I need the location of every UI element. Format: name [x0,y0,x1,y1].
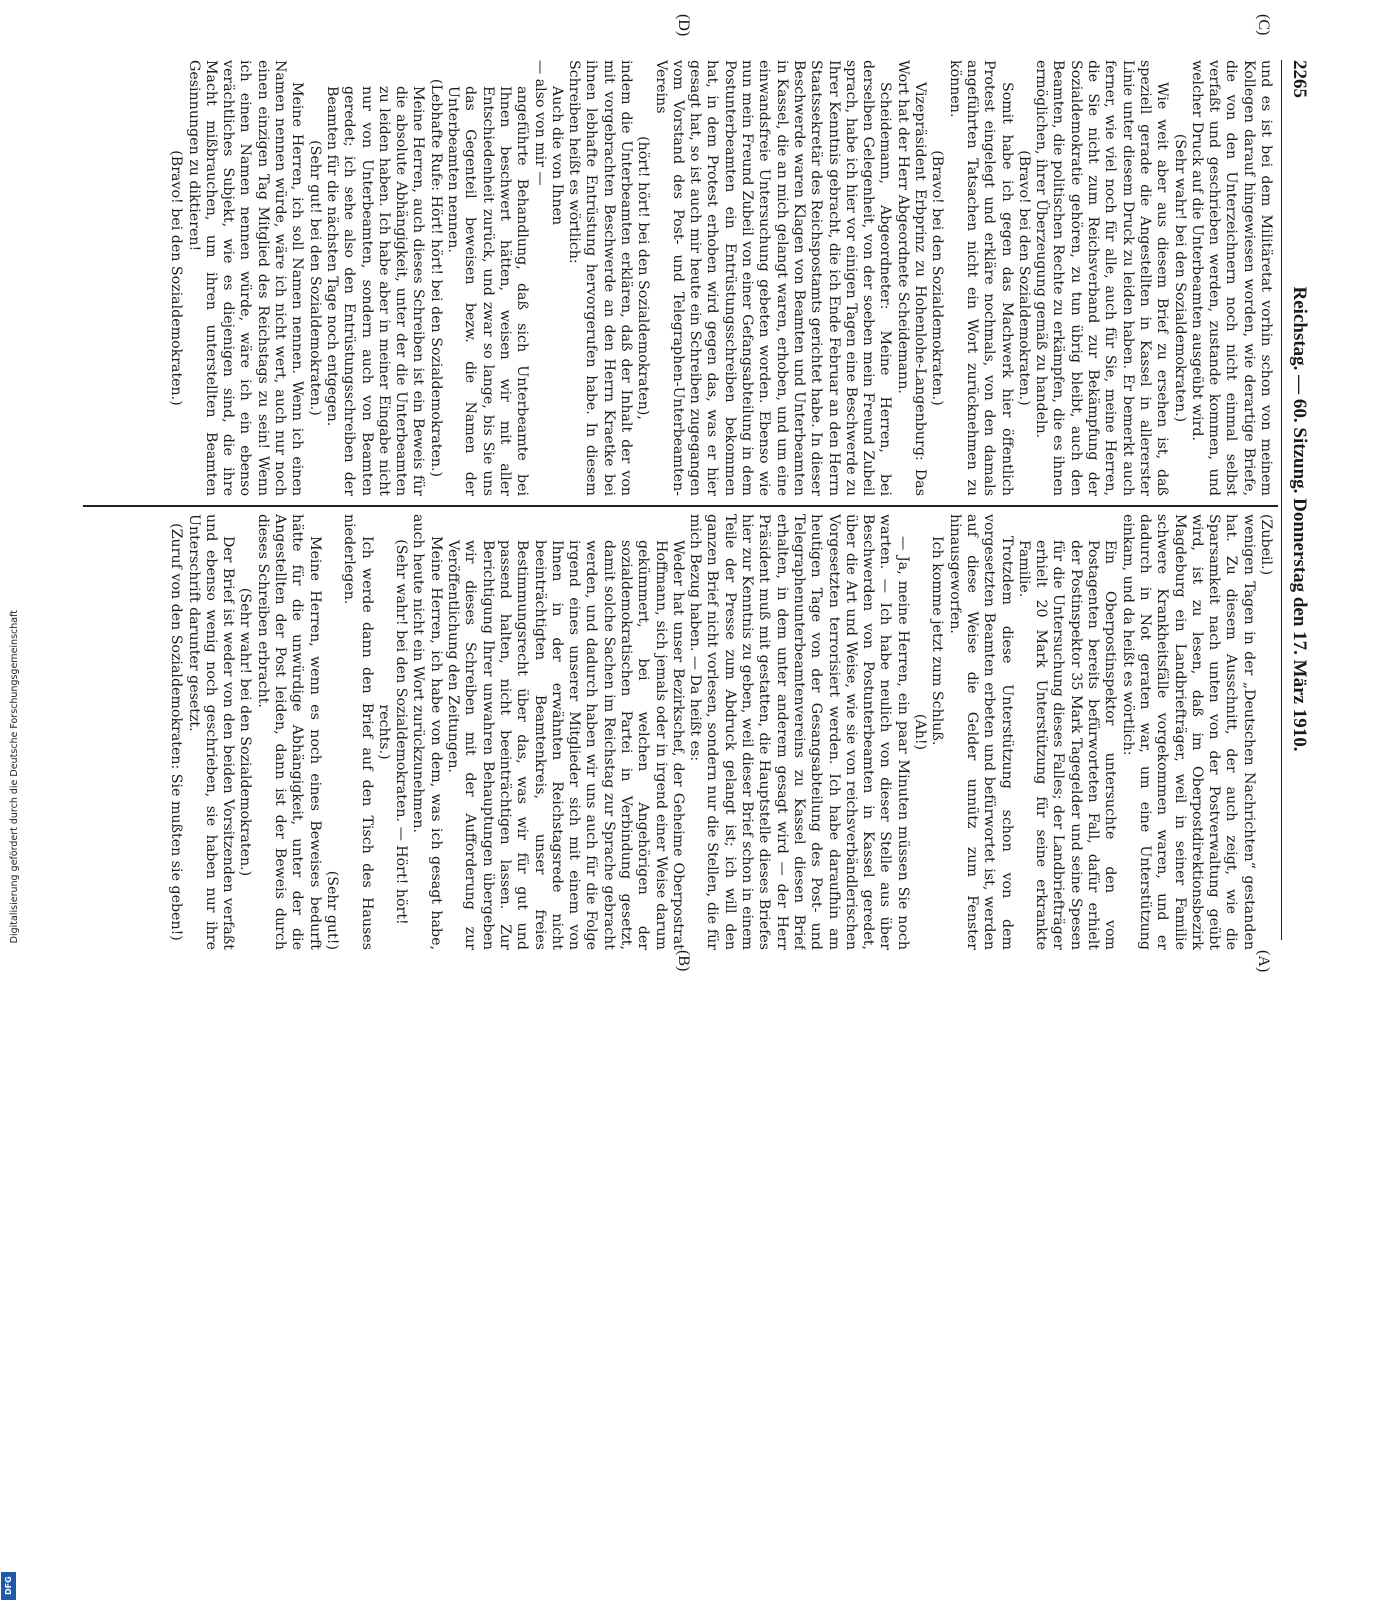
paragraph: (Sehr gut!) [323,870,340,950]
paragraph: (Zubeil.) [1258,514,1274,576]
paragraph: Ich komme jetzt zum Schluß. [929,536,946,746]
margin-mark-a: (A) [1255,950,1272,973]
paragraph: — Ja, meine Herren, ein paar Minuten müssen Sie noch warten. — Ich habe neulich von dieser Stelle aus über Beschwerden von Postunterbeamten in Kassel geredet, über die Art und Weise, wie sie von reichsverbändlerischen Vorgesetzten terrorisiert werden. Ich habe daraufhin am heutigen Tage von der Gesangsabteilung des Post- und Telegraphenunterbeamtenvereins zu Kassel diesen Brief erhalten, in dem unter anderem gesagt wird — der Herr Präsident muß mit gestatten, die Hauptstelle dieses Briefes hier zur Kenntnis zu geben, weil dieser Brief schon in einem Teile der Presse zum Abdruck gelangt ist; ich will den ganzen Brief nicht vorlesen, sondern nur die Stellen, die für mich Bezug haben. — Da heißt es: [687,514,911,950]
paragraph: (Bravo! bei den Sozialdemokraten.) [1015,150,1032,406]
margin-mark-b: (B) [675,950,692,972]
paragraph: Meine Herren, wenn es noch eines Beweises bedurft hätte für die unwürdige Abhängigkeit, unter der die Angestellten der Post leiden, dann ist der Beweis durch dieses Schreiben erbracht. [254,514,323,950]
dfg-logo: DFG [1,1572,16,1600]
paragraph: (Bravo! bei den Sozialdemokraten.) [929,150,946,406]
text-column-left [94,60,1274,496]
paragraph: (Lebhafte Rufe: Hört! hört! bei den Sozialdemokraten.) [427,78,444,478]
column-divider [83,505,1278,507]
paragraph: (Sehr wahr! bei den Sozialdemokraten. — Hört! hört! rechts.) [375,539,410,925]
paragraph: wenigen Tagen in der „Deutschen Nachrichten“ gestanden hat. Zu diesem Ausschnitt, der auch zeigt, wie die Sparsamkeit nach unten von der Postverwaltung geübt wird, ist zu lesen, daß im Oberpostdirektionsbezirk Magdeburg ein Landbriefträger, weil in seiner Familie schwere Krankheitsfälle vorgekommen waren, und er dadurch in Not geraten war, um eine Unterstützung einkam, und da heißt es wörtlich: [1119,514,1257,950]
paragraph: Trotzdem diese Unterstützung schon von dem vorgesetzten Beamten erbeten und befürwortet ist, werden auf diese Weise die Gelder unnütz zum Fenster hinausgeworfen. [946,514,1015,950]
paragraph: (Sehr wahr! bei den Sozialdemokraten.) [237,587,254,877]
margin-mark-c: (C) [1255,14,1272,36]
paragraph: (hört! hört! bei den Sozialdemokraten), [635,136,652,420]
paragraph: und es ist bei dem Militäretat vorhin schon von meinem Kollegen darauf hingewiesen worden, wie derartige Briefe, die von den Unterzeichnern noch nicht einmal selbst verfaßt und geschrieben werden, zustande kommen, und welcher Druck auf die Unterbeamten ausgeübt wird. [1188,60,1274,496]
paragraph: Ein Oberpostinspektor untersuchte den vom Postagenten bereits befürworteten Fall, dafür erhielt der Postinspektor 35 Mark Tagegelder und seine Spesen für die Untersuchung dieses Falles; der Landbriefträger erhielt 20 Mark Unterstützung für seine erkrankte Familie. [1015,540,1119,950]
margin-mark-d: (D) [675,14,692,37]
page-header [1281,60,1316,940]
paragraph: — also von mir — [531,60,548,186]
paragraph: (Bravo! bei den Sozialdemokraten.) [168,150,185,406]
paragraph: Scheidemann, Abgeordneter: Meine Herren, bei derselben Gelegenheit, von der soeben mein Freund Zubeil sprach, habe ich hier vor einigen Tagen eine Beschwerde zu Ihrer Kenntnis gebracht, die ich Ende Februar an den Herrn Staatssekretär des Reichspostamts gerichtet habe. In dieser Beschwerde waren Klagen von Beamten und Unterbeamten in Kassel, die an mich gelangt waren, erhoben, und um eine einwandsfreie Untersuchung gebeten worden. Ebenso wie nun mein Freund Zubeil von einer Gefangsabteilung in dem Postunterbeamten ein Entrüstungsschreiben bekommen hat, in dem Protest erhoben wird gegen das, was er hier gesagt hat, so ist auch mir heute ein Schreiben zugegangen vom Vorstand des Post- und Telegraphen-Unterbeamten-Vereins [652,60,894,496]
paragraph: Auch die von Ihnen [548,86,565,226]
paragraph: Der Brief ist weder von den beiden Vorsitzenden verfaßt und ebenso wenig noch geschrieben, sie haben nur ihre Unterschrift darunter gesetzt. [185,514,237,950]
paragraph: Somit habe ich gegen das Machwerk hier öffentlich Protest eingelegt und erkläre nochmals, von den damals angeführten Tatsachen nicht ein Wort zurücknehmen zu können. [946,60,1015,496]
paragraph: Weder hat unser Bezirkschef, der Geheime Oberpostrat Hoffmann, sich jemals oder in irgend einer Weise darum gekümmert, bei welchen Angehörigen der sozialdemokratischen Partei in Verbindung gesetzt, damit solche Sachen im Reichstag zur Sprache gebracht werden, und dadurch haben wir uns auch für die Folge irgend eines unserer Mitglieder sich mit einem von Ihnen in der erwähnten Reichstagsrede nicht beeinträchtigten Beamtenkreis, unser freies Bestimmungsrecht über das, was wir für gut und passend halten, nicht beeinträchtigen lassen. Zur Berichtigung Ihrer unwahren Behauptungen übergeben wir dieses Schreiben mit der Aufforderung zur Veröffentlichung den Zeitungen. [445,540,686,950]
text-column-right [94,514,1274,950]
paragraph: (Zuruf von den Sozialdemokraten: Sie mußten sie geben!) [168,523,185,941]
page-number: 2265 [1289,60,1310,98]
paragraph: Vizepräsident Erbprinz zu Hohenlohe-Langenburg: Das Wort hat der Herr Abgeordnete Scheidemann. [894,60,929,496]
paragraph: indem die Unterbeamten erklären, daß der Inhalt der von mit vorgebrachten Beschwerde an den Herrn Kraetke bei ihnen lebhafte Entrüstung hervorgerufen habe. In diesem Schreiben heißt es wörtlich: [566,60,635,496]
paragraph: Wie weit aber aus diesem Brief zu ersehen ist, daß speziell gerade die Angestellten in Kassel in allererster Linie unter diesem Druck zu leiden haben. Er bemerkt auch ferner, wie viel noch für alle, auch für Sie, meine Herren, die Sie nicht zum Reichsverband zur Bekämpfung der Sozialdemokratie gehören, zu tun übrig bleibt, auch den Beamten, die politischen Rechte zu erkämpfen, die es ihnen ermöglichen, ihrer Überzeugung gemäß zu handeln. [1033,60,1171,496]
digitization-credit [0,606,20,1596]
paragraph: (Ah!) [912,713,929,751]
credit-text: Digitalisierung gefördert durch die Deutsche Forschungsgemeinschaft [9,610,20,944]
paragraph: angeführte Behandlung, daß sich Unterbeamte bei Ihnen beschwert hätten, weisen wir mit aller Entschiedenheit zurück, und zwar so lange, bis Sie uns das Gegenteil beweisen bezw. die Namen der Unterbeamten nennen. [445,86,531,496]
paragraph: Meine Herren, auch dieses Schreiben ist ein Beweis für die absolute Abhängigkeit, unter der die Unterbeamten zu leiden haben. Ich habe aber in meiner Eingabe nicht nur von Unterbeamten, sondern auch von Beamten geredet; ich sehe also den Entrüstungsschreiben der Beamten für die nächsten Tage noch entgegen. [323,86,427,496]
paragraph: (Sehr gut! bei den Sozialdemokraten.) [306,140,323,416]
paragraph: Meine Herren, ich soll Namen nennen. Wenn ich einen Namen nennen würde, wäre ich nicht wert, auch nur noch einen einzigen Tag Mitglied des Reichstags zu sein! Wenn ich einen Namen nennen würde, wäre ich ein ebenso verächtliches Subjekt, wie es diejenigen sind, die ihre Macht mißbrauchen, um ihren unterstellten Beamten Gesinnungen zu diktieren! [185,60,306,496]
paragraph: (Sehr wahr! bei den Sozialdemokraten.) [1171,133,1188,423]
paragraph: Ich werde dann den Brief auf den Tisch des Hauses niederlegen. [341,514,375,950]
page-header-title: Reichstag. — 60. Sitzung. Donnerstag den 17. März 1910. [1289,286,1310,752]
paragraph: Meine Herren, ich habe von dem, was ich gesagt habe, auch heute nicht ein Wort zurückzunehmen. [410,514,444,950]
